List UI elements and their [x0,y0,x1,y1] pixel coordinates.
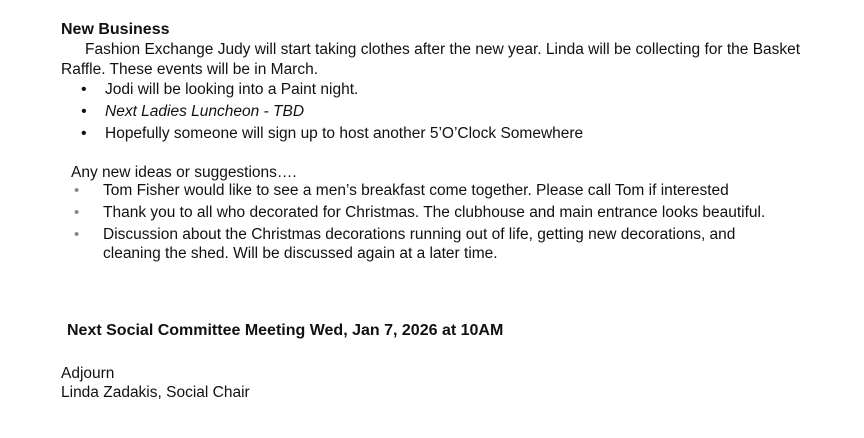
new-business-heading: New Business [61,21,170,38]
list-item: • Next Ladies Luncheon - TBD [80,102,583,124]
ideas-heading: Any new ideas or suggestions…. [71,164,297,181]
list-item: • Thank you to all who decorated for Christmas. The clubhouse and main entrance looks beautiful. [74,203,774,222]
new-business-paragraph: Fashion Exchange Judy will start taking clothes after the new year. Linda will be collecting for the Basket Raffle. These events will be in March. [61,41,801,78]
adjourn-text: Adjourn [61,365,115,382]
closing-block [61,364,250,402]
list-item: • Jodi will be looking into a Paint night. [80,80,583,102]
list-item: • Tom Fisher would like to see a men’s breakfast come together. Please call Tom if interested [74,181,774,200]
list-item: • Discussion about the Christmas decorations running out of life, getting new decorations, and cleaning the shed. Will be discussed again at a later time. [74,225,774,263]
list-item: • Hopefully someone will sign up to host another 5’O’Clock Somewhere [80,124,583,146]
ideas-list [74,181,774,266]
signature-line: Linda Zadakis, Social Chair [61,384,250,401]
new-business-list [80,80,583,146]
next-meeting-line: Next Social Committee Meeting Wed, Jan 7, 2026 at 10AM [67,322,504,339]
